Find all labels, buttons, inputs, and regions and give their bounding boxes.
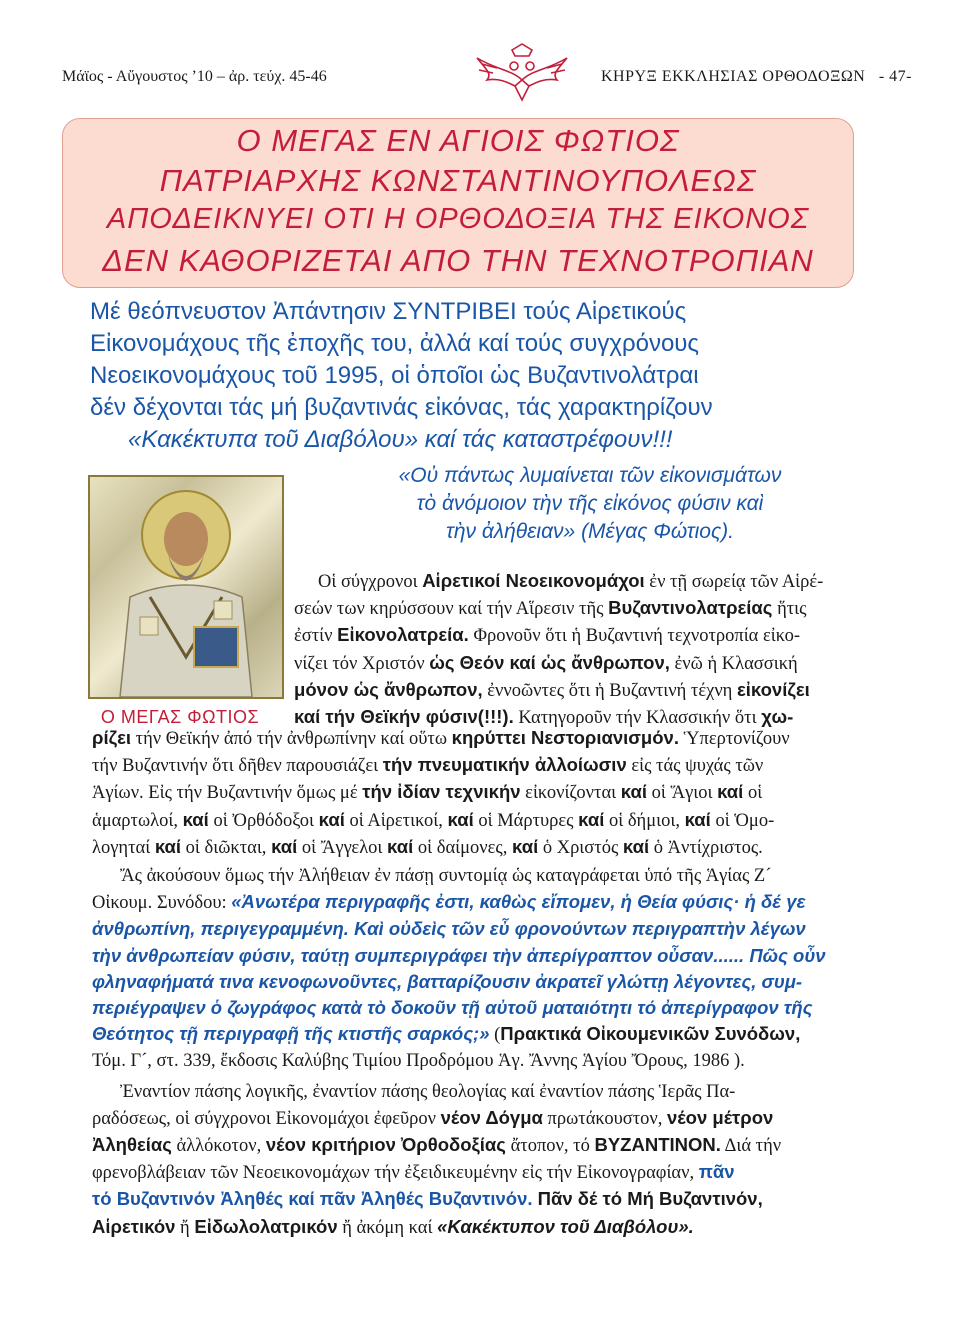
text-run: Εἰδωλολατρικόν [194, 1215, 338, 1237]
text-run: οἱ Ἅγιοι [646, 783, 718, 804]
issue-info: Μάϊος - Αὔγουστος ’10 – ἀρ. τεύχ. 45-46 [62, 68, 327, 85]
text-run: καί [447, 808, 474, 830]
page-header [62, 62, 912, 90]
saint-figure-icon [90, 477, 282, 697]
title-line: ΑΠΟΔΕΙΚΝΥΕΙ ΟΤΙ Η ΟΡΘΟΔΟΞΙΑ ΤΗΣ ΕΙΚΟΝΟΣ [106, 203, 810, 235]
title-line: Ο ΜΕΓΑΣ ΕΝ ΑΓΙΟΙΣ ΦΩΤΙΟΣ [236, 123, 680, 158]
text-run: καί [684, 808, 711, 830]
text-run: Αἱρετικόν [92, 1215, 176, 1237]
text-run: οἱ Ὁμο- [710, 810, 775, 831]
intro-line: Νεοεικονομάχους τοῦ 1995, οἱ ὁποῖοι ὡς Βυζαντινολάτραι [90, 362, 699, 389]
text-run: ἄτοπον, τό [505, 1136, 595, 1157]
text-run: νέον Δόγμα [440, 1106, 543, 1128]
text-run: Βυζαντινολατρείας [608, 597, 773, 619]
text-run: ἐννοῶντες ὅτι ἡ Βυζαντινή τέχνη [482, 680, 737, 701]
intro-line: δέν δέχονται τάς μή βυζαντινάς εἰκόνας, τάς χαρακτηρίζουν [90, 394, 713, 421]
text-line [92, 725, 872, 752]
text-run: ἐνῶ ἡ Κλασσική [669, 653, 798, 674]
text-run: εἰς τάς ψυχάς τῶν [626, 756, 764, 777]
text-line [92, 1132, 872, 1159]
double-headed-eagle-icon [467, 40, 577, 104]
title-line: ΔΕΝ ΚΑΘΟΡΙΖΕΤΑΙ ΑΠΟ ΤΗΝ ΤΕΧΝΟΤΡΟΠΙΑΝ [102, 243, 814, 278]
quote-line: τὸ ἀνόμοιον τὴν τῆς εἰκόνος φύσιν καὶ [416, 492, 764, 515]
text-run: μόνον ὡς ἄνθρωπον, [294, 678, 483, 700]
text-run: Διά τήν [720, 1136, 782, 1157]
publication-name: ΚΗΡΥΞ ΕΚΚΛΗΣΙΑΣ ΟΡΘΟΔΟΞΩΝ [600, 68, 866, 85]
photios-quote [290, 462, 890, 546]
title-box [62, 118, 854, 288]
text-line [92, 1214, 872, 1241]
text-line [92, 834, 872, 861]
text-line [92, 1021, 872, 1048]
text-run: Θεότητος τῇ περιγραφῇ τῆς κτιστῆς σαρκός;» [92, 1023, 490, 1045]
text-run: τήν πνευματικήν ἀλλοίωσιν [382, 754, 627, 776]
text-run: φληναφήματά τινα κενοφωνοῦντες, βατταρίζουσιν ἀκρατεῖ γλώττῃ λέγοντες, συμ- [92, 970, 803, 992]
text-run: Πᾶν δέ τό Μή Βυζαντινόν, [532, 1188, 763, 1210]
text-run: ἐν τῇ σωρείᾳ τῶν Αἱρέ- [644, 572, 824, 592]
text-run: περιέγραψεν ὁ ζωγράφος κατὰ τὸ δοκοῦν τῇ αὐτοῦ ματαιότητι τό ἀπερίγραφον τῆς [92, 997, 813, 1019]
text-run: Ἄς ἀκούσουν ὅμως τήν Ἀλήθειαν ἐν πάσῃ συντομίᾳ ὡς καταγράφεται ὑπό τῆς Ἁγίας Ζ´ [120, 866, 772, 887]
text-run: Κατηγοροῦν τήν Κλασσικήν ὅτι [513, 708, 762, 729]
text-run: καί [620, 781, 647, 803]
text-run: καί [271, 835, 298, 857]
text-line [92, 1186, 872, 1213]
text-run: ἥτις [772, 599, 807, 620]
text-run: οἱ δαίμονες, [413, 837, 512, 858]
quote-line: τὴν ἀλήθειαν» (Μέγας Φώτιος). [445, 520, 735, 543]
text-run: ἤ [175, 1217, 195, 1238]
intro-line: Εἰκονομάχους τῆς ἐποχῆς του, ἀλλά καί τούς συγχρόνους [90, 330, 699, 357]
text-run: λογηταί [92, 837, 155, 858]
text-run: Ἁγίων. Εἰς τήν Βυζαντινήν ὅμως μέ [92, 783, 363, 804]
text-run: Οἱ σύγχρονοι [318, 572, 423, 592]
text-line [318, 568, 878, 595]
text-run: οἱ [743, 783, 763, 804]
text-run: οἱ διῶκται, [181, 837, 272, 858]
text-run: ὁ Ἀντίχριστος. [649, 837, 763, 858]
text-run: ἀνθρωπίνη, περιγεγραμμένη. Καὶ οὐδεὶς τῶν εὖ φρονούντων περιγραπτὴν λέγων [92, 918, 806, 940]
text-run: ὁ Χριστός [538, 837, 623, 858]
text-run: ( [489, 1025, 501, 1046]
text-line [294, 650, 878, 677]
text-run: ΒΥΖΑΝΤΙΝΟΝ. [594, 1134, 721, 1156]
text-run: τό Βυζαντινόν Ἀληθές καί πᾶν Ἀληθές Βυζαντινόν. [92, 1188, 533, 1210]
text-run: οἱ Ἄγγελοι [297, 837, 388, 858]
text-run: τήν Βυζαντινήν ὅτι δῆθεν παρουσιάζει [92, 756, 383, 777]
text-run: ραδόσεως, οἱ σύγχρονοι Εἰκονομάχοι ἐφεῦρον [92, 1108, 441, 1129]
text-run: καί τήν Θεϊκήν φύσιν(!!!). [294, 706, 514, 728]
paragraph-1-top [294, 568, 878, 731]
text-run: καί [512, 835, 539, 857]
text-run: πᾶν [698, 1161, 735, 1183]
text-run: καί [578, 808, 605, 830]
text-run: νέον μέτρον [667, 1106, 774, 1128]
text-run: σεών των κηρύσσουν καί τήν Αἵρεσιν τῆς [294, 599, 609, 620]
text-run: ὡς Θεόν καί ὡς ἄνθρωπον, [429, 651, 670, 673]
text-run: τὴν ἀνθρωπείαν φύσιν, ταύτῃ συμπεριγράφει τὴν ἀπερίγραπτον οὖσαν...... Πῶς οὖν [92, 944, 826, 966]
text-run: καί [182, 808, 209, 830]
text-run: εἰκονίζει [736, 678, 810, 700]
text-run: Ἀληθείας [92, 1134, 172, 1156]
text-run: καί [154, 835, 182, 857]
text-run: φρενοβλάβειαν τῶν Νεοεικονομάχων τήν ἐξειδικευμένην εἰς τήν Εἰκονογραφίαν, [92, 1163, 699, 1184]
text-line [294, 677, 878, 704]
text-line [294, 622, 878, 649]
text-line [92, 752, 872, 779]
icon-caption: Ο ΜΕΓΑΣ ΦΩΤΙΟΣ [100, 707, 260, 727]
text-run: νέον κριτήριον Ὀρθοδοξίας [265, 1134, 506, 1156]
text-run: Πρακτικά Οἰκουμενικῶν Συνόδων, [500, 1023, 801, 1045]
text-run: οἱ Αἱρετικοί, [344, 810, 448, 831]
text-run: ἤ ἀκόμη καί [337, 1217, 438, 1238]
text-run: οἱ Ὀρθόδοξοι [208, 810, 319, 831]
text-run: καί [318, 808, 345, 830]
page-header-right [601, 68, 912, 86]
text-run: Ἐναντίον πάσης λογικῆς, ἐναντίον πάσης θεολογίας καί ἐναντίον πάσης Ἱερᾶς Πα- [120, 1081, 736, 1102]
text-run: Αἱρετικοί Νεοεικονομάχοι [422, 570, 645, 591]
text-run: καί [622, 835, 650, 857]
text-run: κηρύττει Νεστοριανισμόν. [451, 727, 679, 748]
text-run: Τόμ. Γ´, στ. 339, ἔκδοσις Καλύβης Τιμίου Προδρόμου Ἁγ. Ἄννης Ἁγίου Ὄρους, 1986 ). [92, 1051, 745, 1072]
text-run: ἁμαρτωλοί, [92, 810, 183, 831]
text-run: καί [387, 835, 414, 857]
title-line: ΠΑΤΡΙΑΡΧΗΣ ΚΩΝΣΤΑΝΤΙΝΟΥΠΟΛΕΩΣ [159, 163, 757, 198]
text-run: νίζει τόν Χριστόν [294, 653, 430, 674]
text-line [92, 807, 872, 834]
text-run: Οἰκουμ. Συνόδου: [92, 893, 232, 914]
text-run: καί [717, 781, 744, 803]
text-run: χω- [761, 706, 794, 728]
page-number: - 47- [878, 68, 912, 85]
paragraph-1-bottom [92, 725, 872, 1241]
text-line [92, 889, 872, 916]
text-line [92, 1159, 872, 1186]
quote-line: «Οὐ πάντως λυμαίνεται τῶν εἰκονισμάτων [398, 464, 782, 487]
text-run: τήν ἰδίαν τεχνικήν [362, 781, 521, 803]
text-line [294, 595, 878, 622]
text-run: εἰκονίζονται [520, 783, 621, 804]
intro-line: «Κακέκτυπα τοῦ Διαβόλου» καί τάς καταστρέφουν!!! [128, 426, 673, 453]
text-run: οἱ δήμιοι, [604, 810, 685, 831]
saint-photios-icon [88, 475, 284, 699]
text-run: ἐστίν [294, 626, 338, 647]
text-line [92, 1105, 872, 1132]
text-run: Φρονοῦν ὅτι ἡ Βυζαντινή τεχνοτροπία εἰκο- [468, 626, 801, 647]
text-run: Ὑπερτονίζουν [678, 729, 790, 749]
text-line [92, 779, 872, 806]
text-run: τήν Θεϊκήν ἀπό τήν ἀνθρωπίνην καί οὕτω [131, 729, 452, 749]
text-run: οἱ Μάρτυρες [473, 810, 579, 831]
text-run: Εἰκονολατρεία. [337, 624, 469, 646]
text-run: ρίζει [92, 727, 132, 748]
text-run: πρωτάκουστον, [542, 1108, 668, 1129]
text-run: «Ἀνωτέρα περιγραφῆς ἐστι, καθὼς εἴπομεν, ἡ Θεία φύσις· ἡ δέ γε [231, 891, 806, 913]
text-run: ἀλλόκοτον, [171, 1136, 266, 1157]
intro-line: Μέ θεόπνευστον Ἀπάντησιν ΣΥΝΤΡΙΒΕΙ τούς Αἱρετικούς [90, 298, 687, 325]
text-run: «Κακέκτυπον τοῦ Διαβόλου». [437, 1215, 694, 1237]
intro-paragraph [90, 296, 880, 456]
